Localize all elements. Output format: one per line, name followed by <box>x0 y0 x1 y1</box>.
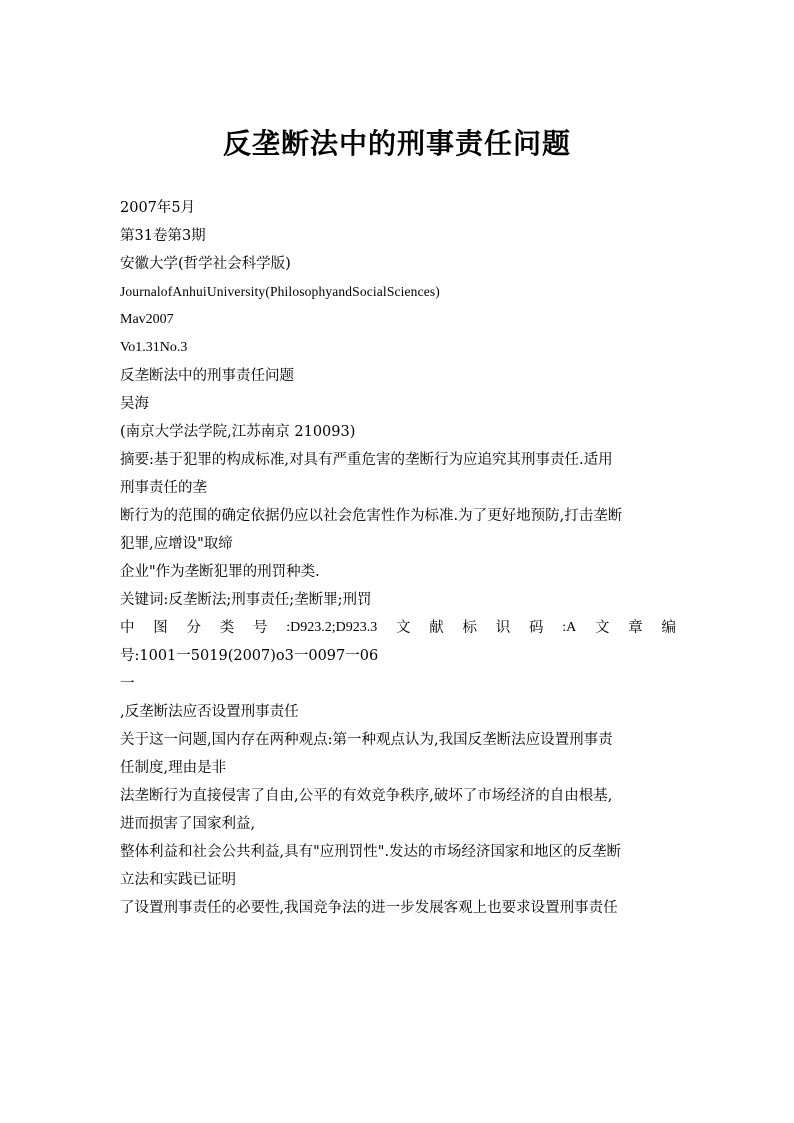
publication-date-en: Mav2007 <box>120 312 174 327</box>
document-title: 反垄断法中的刑事责任问题 <box>222 127 571 160</box>
classification-char: 编 <box>661 620 676 636</box>
abstract-line: 摘要:基于犯罪的构成标准,对具有严重危害的垄断行为应追究其刑事责任.适用 <box>120 452 613 468</box>
body-line: 任制度,理由是非 <box>120 760 227 776</box>
document-code: :A <box>562 620 577 635</box>
classification-char: 文 <box>396 620 411 636</box>
article-number: 号:1001一5019(2007)o3一0097一06 <box>120 648 379 664</box>
section-heading: ,反垄断法应否设置刑事责任 <box>120 704 299 720</box>
body-line: 了设置刑事责任的必要性,我国竞争法的进一步发展客观上也要求设置刑事责任 <box>120 900 618 916</box>
volume-issue-en: Vo1.31No.3 <box>120 340 188 355</box>
abstract-line: 企业"作为垄断犯罪的刑罚种类. <box>120 564 320 580</box>
body-line: 整体利益和社会公共利益,具有"应刑罚性".发达的市场经济国家和地区的反垄断 <box>120 844 622 860</box>
classification-char: 号 <box>253 620 268 636</box>
body-line: 关于这一问题,国内存在两种观点:第一种观点认为,我国反垄断法应设置刑事责 <box>120 732 613 748</box>
author-affiliation: (南京大学法学院,江苏南京 210093) <box>120 424 356 440</box>
classification-char: 分 <box>186 620 201 636</box>
abstract-line: 刑事责任的垄 <box>120 480 207 496</box>
abstract-line: 犯罪,应增设"取缔 <box>120 536 233 552</box>
body-line: 立法和实践已证明 <box>120 872 236 888</box>
body-line: 进而损害了国家利益, <box>120 816 256 832</box>
classification-char: 码 <box>529 620 544 636</box>
classification-code: :D923.2;D923.3 <box>286 620 378 635</box>
classification-char: 文 <box>595 620 610 636</box>
section-number: 一 <box>120 676 135 692</box>
article-title: 反垄断法中的刑事责任问题 <box>120 368 294 384</box>
abstract-line: 断行为的范围的确定依据仍应以社会危害性作为标准.为了更好地预防,打击垄断 <box>120 508 623 524</box>
classification-char: 识 <box>495 620 511 636</box>
keywords: 关键词:反垄断法;刑事责任;垄断罪;刑罚 <box>120 592 372 608</box>
classification-char: 中 <box>120 620 135 636</box>
classification-char: 图 <box>153 620 168 636</box>
publication-date: 2007年5月 <box>120 200 196 216</box>
document-body <box>120 194 676 922</box>
classification-char: 章 <box>628 620 643 636</box>
body-line: 法垄断行为直接侵害了自由,公平的有效竞争秩序,破坏了市场经济的自由根基, <box>120 788 613 804</box>
classification-char: 标 <box>462 620 477 636</box>
classification-char: 献 <box>429 620 444 636</box>
journal-name-en: JournalofAnhuiUniversity(PhilosophyandSocialSciences) <box>120 284 440 299</box>
author-name: 吴海 <box>120 396 149 412</box>
classification-char: 类 <box>219 620 235 636</box>
classification-line <box>120 614 676 642</box>
volume-issue: 第31卷第3期 <box>120 228 206 244</box>
journal-name-cn: 安徽大学(哲学社会科学版) <box>120 256 291 272</box>
